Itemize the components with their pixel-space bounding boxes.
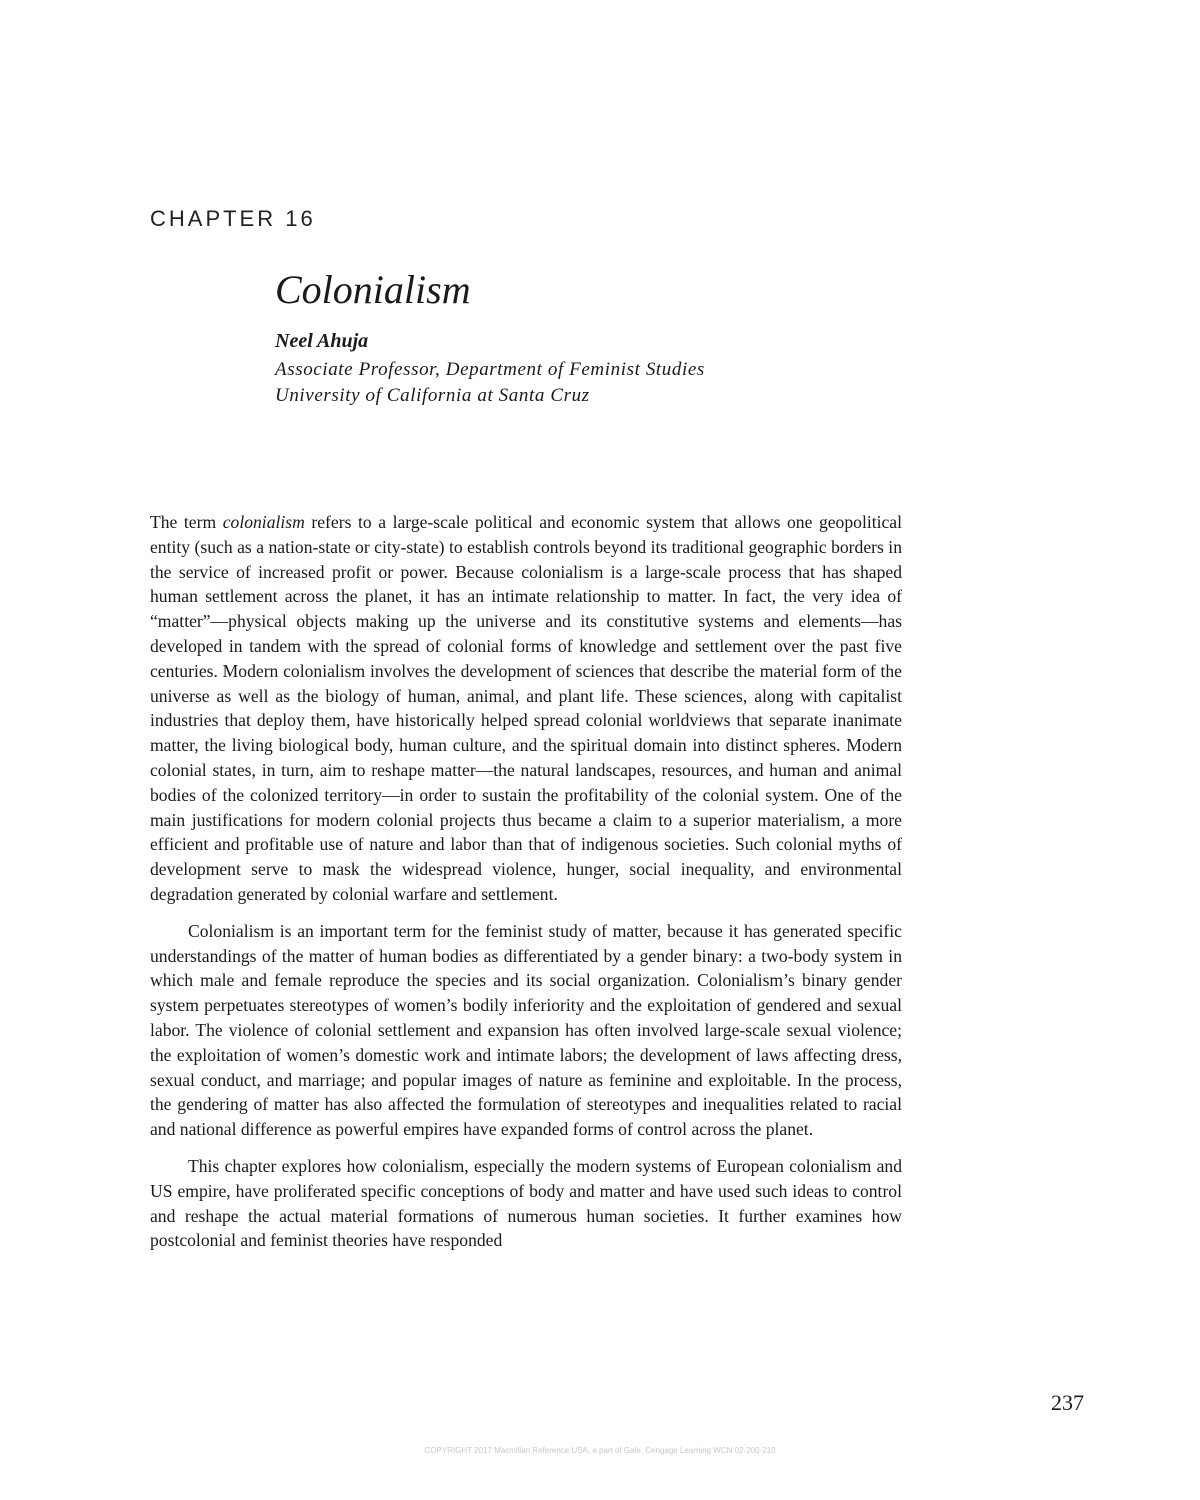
- author-affiliation-title: Associate Professor, Department of Feminist Studies: [275, 359, 705, 380]
- paragraph-1-lead: The term: [150, 512, 223, 532]
- paragraph-2: Colonialism is an important term for the feminist study of matter, because it has generated specific understandings of the matter of human bodies as differentiated by a gender binary: a two-body system in which male and female reproduce the species and its social organization. Colonialism’s binary gender system perpetuates stereotypes of women’s bodily inferiority and the exploitation of gendered and sexual labor. The violence of colonial settlement and expansion has often involved large-scale sexual violence; the exploitation of women’s domestic work and intimate labors; the development of laws affecting dress, sexual conduct, and marriage; and popular images of nature as feminine and exploitable. In the process, the gendering of matter has also affected the formulation of stereotypes and inequalities related to racial and national difference as powerful empires have expanded forms of control across the planet.: [150, 920, 902, 1140]
- author-name: Neel Ahuja: [275, 330, 369, 352]
- page-number: 237: [1051, 1390, 1084, 1415]
- body-text: [150, 510, 902, 1265]
- term-emphasis: colonialism: [222, 512, 305, 532]
- chapter-title: Colonialism: [275, 267, 471, 312]
- paragraph-1: [150, 510, 902, 907]
- chapter-label: CHAPTER 16: [150, 206, 316, 231]
- author-affiliation-institution: University of California at Santa Cruz: [275, 385, 590, 406]
- paragraph-1-rest: refers to a large-scale political and economic system that allows one geopolitical entity (such as a nation-state or city-state) to establish controls beyond its traditional geographic borders in the service of increased profit or power. Because colonialism is a large-scale process that has shaped human settlement across the planet, it has an intimate relationship to matter. In fact, the very idea of “matter”—physical objects making up the universe and its constitutive systems and elements—has developed in tandem with the spread of colonial forms of knowledge and settlement over the past five centuries. Modern colonialism involves the development of sciences that describe the material form of the universe as well as the biology of human, animal, and plant life. These sciences, along with capitalist industries that deploy them, have historically helped spread colonial worldviews that separate inanimate matter, the living biological body, human culture, and the spiritual domain into distinct spheres. Modern colonial states, in turn, aim to reshape matter—the natural landscapes, resources, and human and animal bodies of the colonized territory—in order to sustain the profitability of the colonial system. One of the main justifications for modern colonial projects thus became a claim to a superior materialism, a more efficient and profitable use of nature and labor than that of indigenous societies. Such colonial myths of development serve to mask the widespread violence, hunger, social inequality, and environmental degradation generated by colonial warfare and settlement.: [150, 512, 903, 904]
- copyright-notice: COPYRIGHT 2017 Macmillan Reference USA, a part of Gale, Cengage Learning WCN 02-200-210: [424, 1446, 776, 1455]
- paragraph-3: This chapter explores how colonialism, especially the modern systems of European colonialism and US empire, have proliferated specific conceptions of body and matter and have used such ideas to control and reshape the actual material formations of numerous human societies. It further examines how postcolonial and feminist theories have responded: [150, 1155, 902, 1251]
